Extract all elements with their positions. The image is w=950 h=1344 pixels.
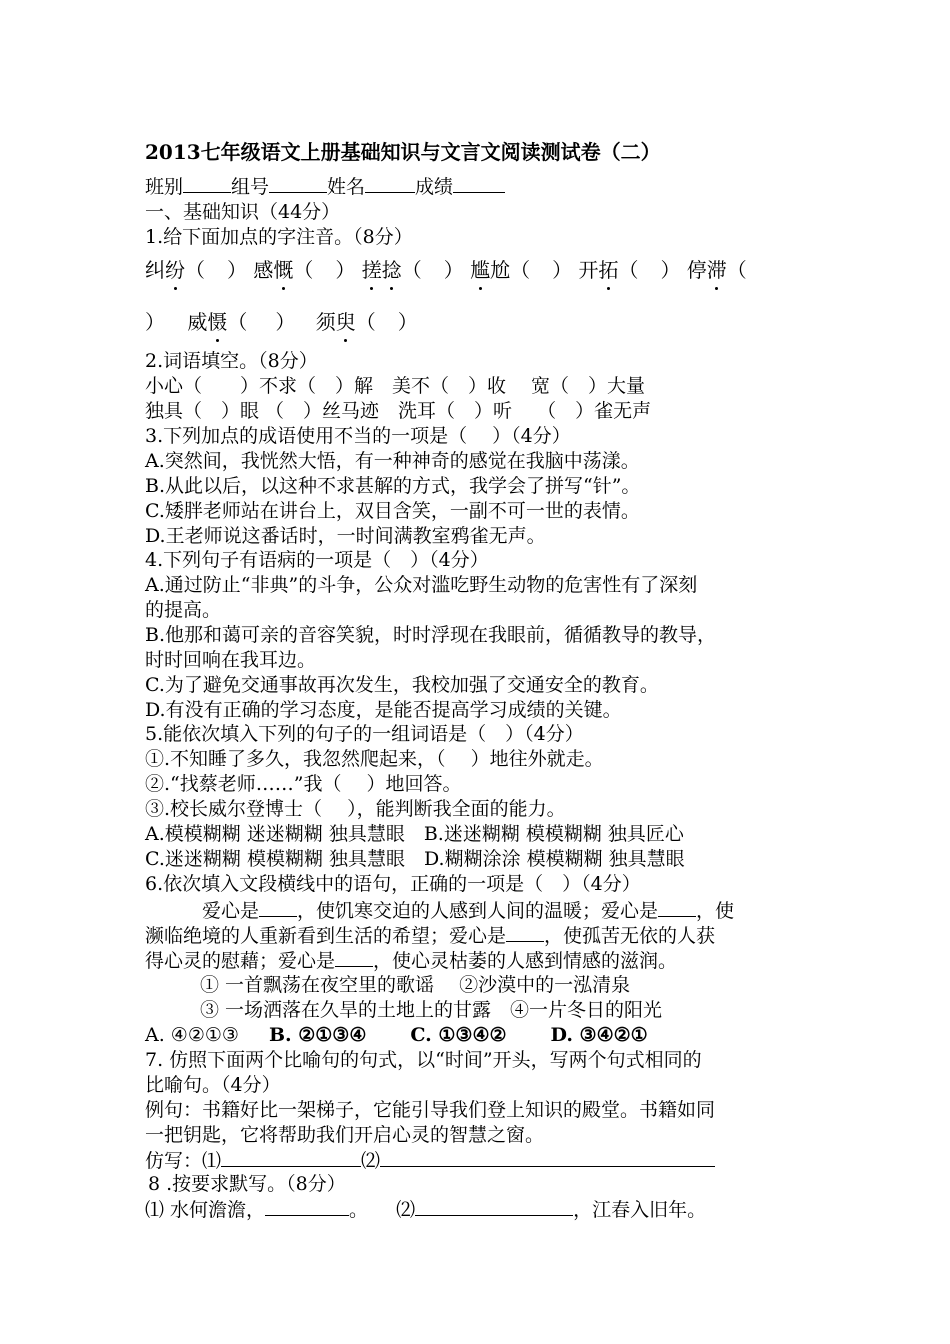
q4-option-a-line1: A.通过防止“非典”的斗争，公众对滥吃野生动物的危害性有了深刻: [145, 574, 698, 596]
page-title: 2013七年级语文上册基础知识与文言文阅读测试卷（二）: [145, 140, 661, 164]
word-gankai: 感慨（ ）: [253, 258, 356, 282]
student-info-line: [145, 174, 505, 199]
q5-options-cd: C.迷迷糊糊 模模糊糊 独具慧眼 D.糊糊涂涂 模模糊糊 独具慧眼: [145, 848, 685, 870]
q6-blank-3: [506, 923, 544, 942]
q6-stem: 6.依次填入文段横线中的语句，正确的一项是（ ）（4分）: [145, 873, 641, 895]
class-blank: [183, 174, 231, 193]
q6-option-d: D. ③④②①: [550, 1024, 648, 1046]
q6-option-c: C. ①③④②: [410, 1024, 507, 1046]
q3-option-b: B.从此以后，以这种不求甚解的方式，我学会了拼写“针”。: [145, 475, 641, 497]
q6-blank-2: [658, 898, 696, 917]
q7-answer-blank-2: [380, 1148, 715, 1167]
q2-line2: 独具（ ）眼 （ ）丝马迹 洗耳（ ）听 （ ）雀无声: [145, 400, 652, 422]
q4-option-a-line2: 的提高。: [145, 599, 222, 621]
q6-answer-options: [145, 1023, 648, 1047]
q8-blank-1: [265, 1197, 349, 1216]
q4-option-b-line2: 时时回响在我耳边。: [145, 649, 317, 671]
q6-option-b: B. ②①③④: [268, 1024, 367, 1046]
q5-sentence-1: ①.不知睡了多久，我忽然爬起来，（ ）地往外就走。: [145, 748, 604, 770]
word-tingzhi: 停滞（: [686, 258, 747, 282]
q6-phrases-12: ① 一首飘荡在夜空里的歌谣 ②沙漠中的一泓清泉: [200, 974, 631, 996]
q5-stem: 5.能依次填入下列的句子的一组词语是（ ）（4分）: [145, 723, 584, 745]
group-label: 组号: [231, 176, 270, 198]
q4-stem: 4.下列句子有语病的一项是（ ）（4分）: [145, 549, 489, 571]
q8-line1: ⑴ 水何澹澹， 。 ⑵ ，江春入旧年。: [145, 1199, 707, 1221]
name-label: 姓名: [327, 176, 366, 198]
word-weishe: 威慑（ ）: [187, 310, 296, 334]
class-label: 班别: [145, 176, 184, 198]
q6-passage-line1: 爱心是 ，使饥寒交迫的人感到人间的温暖；爱心是 ，使: [202, 900, 735, 922]
word-ganga: 尴尬（ ）: [470, 258, 573, 282]
q1-words-row2: ） 威慑（ ） 须臾（ ）: [145, 310, 418, 334]
q2-stem: 2.词语填空。（8分）: [145, 350, 318, 372]
q7-example-line2: 一把钥匙，它将帮助我们开启心灵的智慧之窗。: [145, 1124, 545, 1146]
q2-line1: 小心（ ）不求（ ）解 美不（ ）收 宽（ ）大量: [145, 375, 646, 397]
q5-sentence-2: ②.“找蔡老师……”我（ ）地回答。: [145, 773, 462, 795]
q1-stem: 1.给下面加点的字注音。（8分）: [145, 226, 413, 248]
word-jiufen: 纠纷（ ）: [145, 258, 247, 282]
group-blank: [269, 174, 327, 193]
q4-option-c: C.为了避免交通事故再次发生，我校加强了交通安全的教育。: [145, 674, 659, 696]
word-xuyu: 须臾（ ）: [315, 310, 418, 334]
q6-option-a: A. ④②①③: [145, 1024, 239, 1046]
score-label: 成绩: [415, 176, 454, 198]
q3-stem: 3.下列加点的成语使用不当的一项是（ ）（4分）: [145, 425, 571, 447]
q6-blank-4: [335, 948, 373, 967]
q4-option-d: D.有没有正确的学习态度，是能否提高学习成绩的关键。: [145, 699, 622, 721]
q8-stem: 8 .按要求默写。（8分）: [148, 1173, 346, 1195]
q3-option-c: C.矮胖老师站在讲台上，双目含笑，一副不可一世的表情。: [145, 500, 640, 522]
q3-option-a: A.突然间，我恍然大悟，有一种神奇的感觉在我脑中荡漾。: [145, 450, 640, 472]
score-blank: [453, 174, 505, 193]
q8-blank-2: [415, 1197, 573, 1216]
q6-blank-1: [259, 898, 297, 917]
q5-sentence-3: ③.校长威尔登博士（ ），能判断我全面的能力。: [145, 798, 566, 820]
q7-imitate-line: 仿写：⑴ ⑵: [145, 1148, 715, 1173]
name-blank: [365, 174, 415, 193]
q6-passage-line3: 得心灵的慰藉；爱心是 ，使心灵枯萎的人感到情感的滋润。: [145, 950, 678, 972]
q7-example-line1: 例句：书籍好比一架梯子，它能引导我们登上知识的殿堂。书籍如同: [145, 1099, 716, 1121]
q1-words-row1: [145, 258, 815, 282]
q5-options-ab: A.模模糊糊 迷迷糊糊 独具慧眼 B.迷迷糊糊 模模糊糊 独具匠心: [145, 823, 684, 845]
section-heading: 一、基础知识（44分）: [145, 201, 341, 223]
word-kaituo: 开拓（ ）: [578, 258, 681, 282]
q7-stem-line1: 7. 仿照下面两个比喻句的句式，以“时间”开头，写两个句式相同的: [145, 1049, 702, 1071]
q4-option-b-line1: B.他那和蔼可亲的音容笑貌，时时浮现在我眼前，循循教导的教导，: [145, 624, 717, 646]
q6-passage-line2: 濒临绝境的人重新看到生活的希望；爱心是 ，使孤苦无依的人获: [145, 925, 716, 947]
q3-option-d: D.王老师说这番话时，一时间满教室鸦雀无声。: [145, 525, 546, 547]
word-cuonian: 搓捻（ ）: [361, 258, 464, 282]
q7-stem-line2: 比喻句。（4分）: [145, 1074, 281, 1096]
q7-answer-blank-1: [221, 1148, 361, 1167]
q6-phrases-34: ③ 一场洒落在久旱的土地上的甘露 ④一片冬日的阳光: [200, 999, 663, 1021]
